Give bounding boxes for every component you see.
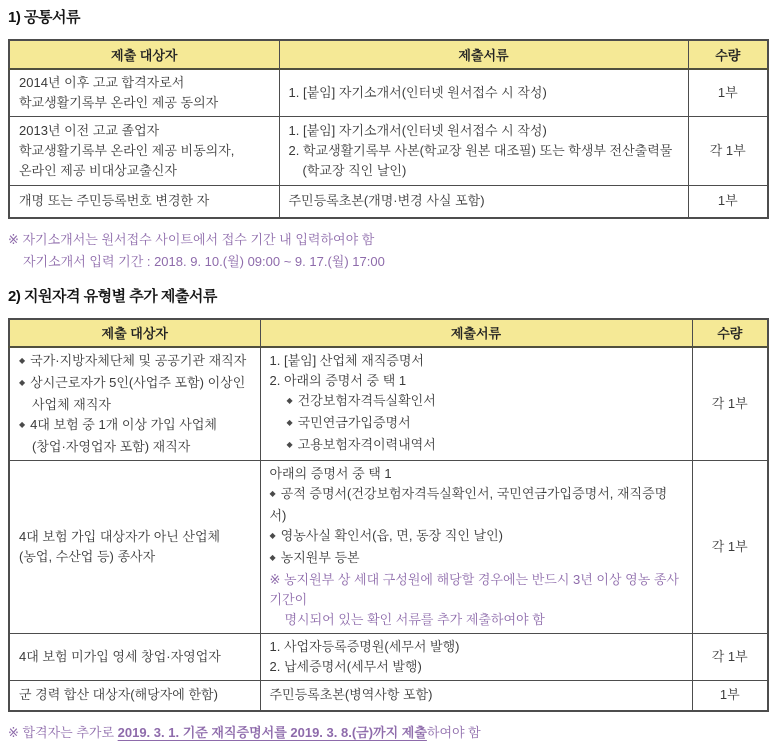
text-line: ◆ 영농사실 확인서(읍, 면, 동장 직인 날인) bbox=[270, 526, 683, 548]
table-row bbox=[9, 186, 768, 218]
text-line: 2. 납세증명서(세무서 발행) bbox=[269, 658, 422, 674]
text-line: 4대 보험 가입 대상자가 아닌 산업체 bbox=[19, 528, 221, 544]
footer-note bbox=[8, 722, 769, 744]
table-row bbox=[9, 117, 768, 186]
text-line: (농업, 수산업 등) 종사자 bbox=[19, 548, 156, 564]
text-line: 4대 보험 미가입 영세 창업·자영업자 bbox=[19, 648, 221, 664]
text-line: 개명 또는 주민등록번호 변경한 자 bbox=[19, 193, 210, 209]
text-line: 자기소개서 입력 기간 : 2018. 9. 10.(월) 09:00 ~ 9. 17.(월) 17:00 bbox=[23, 253, 385, 269]
section2-heading: 2) 지원자격 유형별 추가 제출서류 bbox=[8, 287, 217, 305]
text-line: 아래의 증명서 중 택 1 bbox=[269, 465, 392, 481]
footer-note-prefix: ※ 합격자는 추가로 bbox=[8, 725, 118, 740]
table-row bbox=[9, 460, 768, 633]
section1-note bbox=[8, 229, 769, 273]
docs-cell bbox=[260, 633, 692, 680]
docs-cell bbox=[260, 347, 692, 461]
table-header-row bbox=[9, 319, 768, 347]
footer-note-underlined: 2019. 3. 1. 기준 재직증명서를 2019. 3. 8.(금)까지 제출 bbox=[117, 725, 427, 740]
column-header-target: 제출 대상자 bbox=[9, 40, 279, 69]
target-cell bbox=[9, 186, 279, 218]
target-cell bbox=[9, 69, 279, 117]
qty-cell: 각 1부 bbox=[692, 460, 768, 633]
text-line: ※ 자기소개서는 원서접수 사이트에서 접수 기간 내 입력하여야 함 bbox=[8, 231, 375, 247]
table-header-row bbox=[9, 40, 768, 69]
text-line: ◆ 상시근로자가 5인(사업주 포함) 이상인 bbox=[19, 373, 251, 395]
text-line: ◆ 국민연금가입증명서 bbox=[270, 413, 683, 435]
text-line: 1. [붙임] 산업체 재직증명서 bbox=[269, 352, 424, 368]
text-line: 주민등록초본(병역사항 포함) bbox=[269, 687, 433, 703]
docs-cell bbox=[260, 460, 692, 633]
text-line: 학교생활기록부 온라인 제공 비동의자, bbox=[19, 143, 235, 158]
text-line: 명시되어 있는 확인 서류를 추가 제출하여야 함 bbox=[284, 611, 545, 627]
qty-cell: 각 1부 bbox=[688, 117, 768, 186]
text-line: 2014년 이후 고교 합격자로서 bbox=[19, 75, 185, 90]
docs-cell bbox=[279, 186, 688, 218]
docs-cell bbox=[279, 117, 688, 186]
text-line: 사업체 재직자 bbox=[32, 396, 111, 412]
qty-cell: 1부 bbox=[688, 69, 768, 117]
text-line: 온라인 제공 비대상교출신자 bbox=[19, 163, 177, 178]
column-header-docs: 제출서류 bbox=[260, 319, 692, 347]
column-header-docs: 제출서류 bbox=[279, 40, 688, 69]
text-line: 2. 학교생활기록부 사본(학교장 원본 대조필) 또는 학생부 전산출력물 bbox=[288, 143, 673, 158]
common-docs-table bbox=[8, 39, 769, 219]
text-line: 2. 아래의 증명서 중 택 1 bbox=[269, 372, 407, 388]
column-header-target: 제출 대상자 bbox=[9, 319, 260, 347]
qty-cell: 1부 bbox=[688, 186, 768, 218]
text-line: ◆ 공적 증명서(건강보험자격득실확인서, 국민연금가입증명서, 재직증명서) bbox=[270, 484, 683, 526]
qty-cell: 각 1부 bbox=[692, 633, 768, 680]
text-line: 군 경력 합산 대상자(해당자에 한함) bbox=[19, 687, 218, 703]
table-row bbox=[9, 633, 768, 680]
text-line: ◆ 건강보험자격득실확인서 bbox=[270, 391, 683, 413]
qty-cell: 각 1부 bbox=[692, 347, 768, 461]
target-cell bbox=[9, 680, 260, 711]
text-line: 1. [붙임] 자기소개서(인터넷 원서접수 시 작성) bbox=[288, 123, 547, 138]
table-row bbox=[9, 69, 768, 117]
table-row bbox=[9, 680, 768, 711]
text-line: (학교장 직인 날인) bbox=[302, 163, 407, 178]
text-line: 1. [붙임] 자기소개서(인터넷 원서접수 시 작성) bbox=[288, 85, 547, 100]
section1-heading: 1) 공통서류 bbox=[8, 9, 80, 26]
target-cell bbox=[9, 460, 260, 633]
qty-cell: 1부 bbox=[692, 680, 768, 711]
text-line: (창업·자영업자 포함) 재직자 bbox=[32, 438, 191, 454]
column-header-qty: 수량 bbox=[692, 319, 768, 347]
text-line: ◆ 고용보험자격이력내역서 bbox=[270, 435, 683, 457]
text-line: ◆ 농지원부 등본 bbox=[270, 548, 683, 570]
table-row bbox=[9, 347, 768, 461]
text-line: ◆ 4대 보험 중 1개 이상 가입 사업체 bbox=[19, 415, 251, 437]
text-line: ※ 농지원부 상 세대 구성원에 해당할 경우에는 반드시 3년 이상 영농 종사기간이 bbox=[269, 571, 679, 607]
target-cell bbox=[9, 633, 260, 680]
docs-cell bbox=[279, 69, 688, 117]
target-cell bbox=[9, 117, 279, 186]
docs-cell bbox=[260, 680, 692, 711]
target-cell bbox=[9, 347, 260, 461]
text-line: ◆ 국가·지방자체단체 및 공공기관 재직자 bbox=[19, 351, 251, 373]
text-line: 1. 사업자등록증명원(세무서 발행) bbox=[269, 638, 460, 654]
column-header-qty: 수량 bbox=[688, 40, 768, 69]
text-line: 학교생활기록부 온라인 제공 동의자 bbox=[19, 95, 219, 110]
additional-docs-table bbox=[8, 318, 769, 713]
text-line: 2013년 이전 고교 졸업자 bbox=[19, 123, 160, 138]
footer-note-suffix: 하여야 함 bbox=[426, 725, 481, 740]
text-line: 주민등록초본(개명·변경 사실 포함) bbox=[288, 193, 485, 209]
